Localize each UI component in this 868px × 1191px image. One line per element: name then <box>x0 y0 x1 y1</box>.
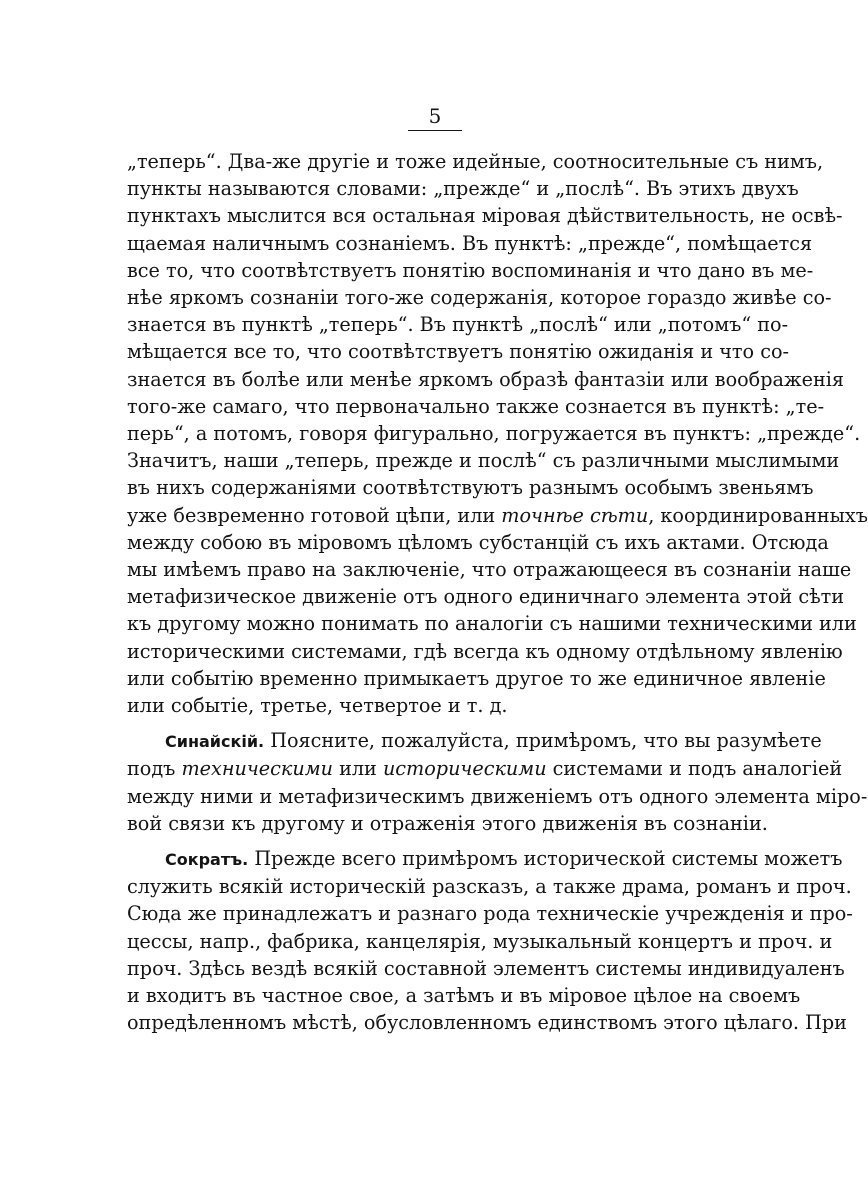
text-line: мы имѣемъ право на заключеніе, что отражающееся въ сознаніи наше <box>127 558 852 582</box>
text-line: между собою въ міровомъ цѣломъ субстанцій съ ихъ актами. Отсюда <box>127 530 829 554</box>
speaker-name: Синайскій. <box>165 732 265 752</box>
text-line: проч. Здѣсь вездѣ всякій составной элементъ системы индивидуаленъ <box>127 956 845 980</box>
paragraph-sinaisky <box>127 727 868 837</box>
text-line: пунктахъ мыслится вся остальная міровая дѣйствительность, не освѣ- <box>127 204 843 228</box>
text-line: пункты называются словами: „прежде“ и „послѣ“. Въ этихъ двухъ <box>127 177 799 201</box>
text-line: все то, что соотвѣтствуетъ понятію воспоминанія и что дано въ ме- <box>127 258 814 282</box>
text-line: Сюда же принадлежатъ и разнаго рода техническіе учрежденія и про- <box>127 902 853 926</box>
paragraph-sokrat <box>127 845 853 1036</box>
text-line: вой связи къ другому и отраженія этого движенія въ сознаніи. <box>127 811 768 835</box>
text-segment: , координированныхъ <box>648 503 868 527</box>
text-line-with-italic <box>127 755 843 782</box>
text-line: въ нихъ содержаніями соотвѣтствуютъ разнымъ особымъ звеньямъ <box>127 476 814 500</box>
text-segment: уже безвременно готовой цѣпи, или <box>127 503 496 527</box>
page-number: 5 <box>428 104 442 128</box>
text-line: щаемая наличнымъ сознаніемъ. Въ пунктѣ: „прежде“, помѣщается <box>127 231 813 255</box>
text-line: цессы, напр., фабрика, канцелярія, музыкальный концертъ и проч. и <box>127 929 833 953</box>
speaker-name: Сократъ. <box>165 850 249 870</box>
italic-term: историческими <box>382 757 547 781</box>
text-line: или событію временно примыкаетъ другое то же единичное явленіе <box>127 666 826 690</box>
text-line: метафизическое движеніе отъ одного единичнаго элемента этой сѣти <box>127 585 845 609</box>
header-rule <box>408 130 462 131</box>
text-line: историческими системами, гдѣ всегда къ одному отдѣльному явленію <box>127 639 843 663</box>
italic-term: техническими <box>181 757 333 781</box>
text-line-with-speaker <box>127 845 843 873</box>
text-line: нѣе яркомъ сознаніи того-же содержанія, которое гораздо живѣе со- <box>127 286 832 310</box>
text-segment: или <box>332 757 383 781</box>
text-line: того-же самаго, что первоначально также сознается въ пунктѣ: „те- <box>127 394 825 418</box>
paragraph-1 <box>127 148 868 719</box>
text-line: Значитъ, наши „теперь, прежде и послѣ“ съ различными мыслимыми <box>127 449 840 473</box>
text-line: „теперь“. Два-же другіе и тоже идейные, соотносительные съ нимъ, <box>127 150 824 173</box>
text-line: мѣщается все то, что соотвѣтствуетъ понятію ожиданія и что со- <box>127 340 789 364</box>
text-line: служить всякій историческій разсказъ, а также драма, романъ и проч. <box>127 875 852 899</box>
text-line-with-italic <box>127 502 868 529</box>
text-line: перь“, а потомъ, говоря фигурально, погружается въ пунктъ: „прежде“. <box>127 422 861 446</box>
text-segment: системами и подъ аналогіей <box>546 757 843 781</box>
text-segment: Прежде всего примѣромъ исторической системы можетъ <box>248 847 843 871</box>
text-line: между ними и метафизическимъ движеніемъ отъ одного элемента міро- <box>127 784 868 808</box>
text-line: или событіе, третье, четвертое и т. д. <box>127 694 508 718</box>
text-line-with-speaker <box>127 727 822 755</box>
page-header <box>408 104 462 131</box>
text-column <box>127 148 868 1037</box>
italic-term: точнѣе сѣти <box>501 503 649 527</box>
text-segment: подъ <box>127 757 182 781</box>
text-line: и входитъ въ частное свое, а затѣмъ и въ міровое цѣлое на своемъ <box>127 984 801 1008</box>
text-line: опредѣленномъ мѣстѣ, обусловленномъ единствомъ этого цѣлаго. При <box>127 1011 847 1035</box>
text-segment: Поясните, пожалуйста, примѣромъ, что вы разумѣете <box>264 729 822 753</box>
text-line: знается въ болѣе или менѣе яркомъ образѣ фантазіи или воображенія <box>127 367 844 391</box>
text-line: къ другому можно понимать по аналогіи съ нашими техническими или <box>127 612 857 636</box>
text-line: знается въ пунктѣ „теперь“. Въ пунктѣ „послѣ“ или „потомъ“ по- <box>127 313 789 337</box>
